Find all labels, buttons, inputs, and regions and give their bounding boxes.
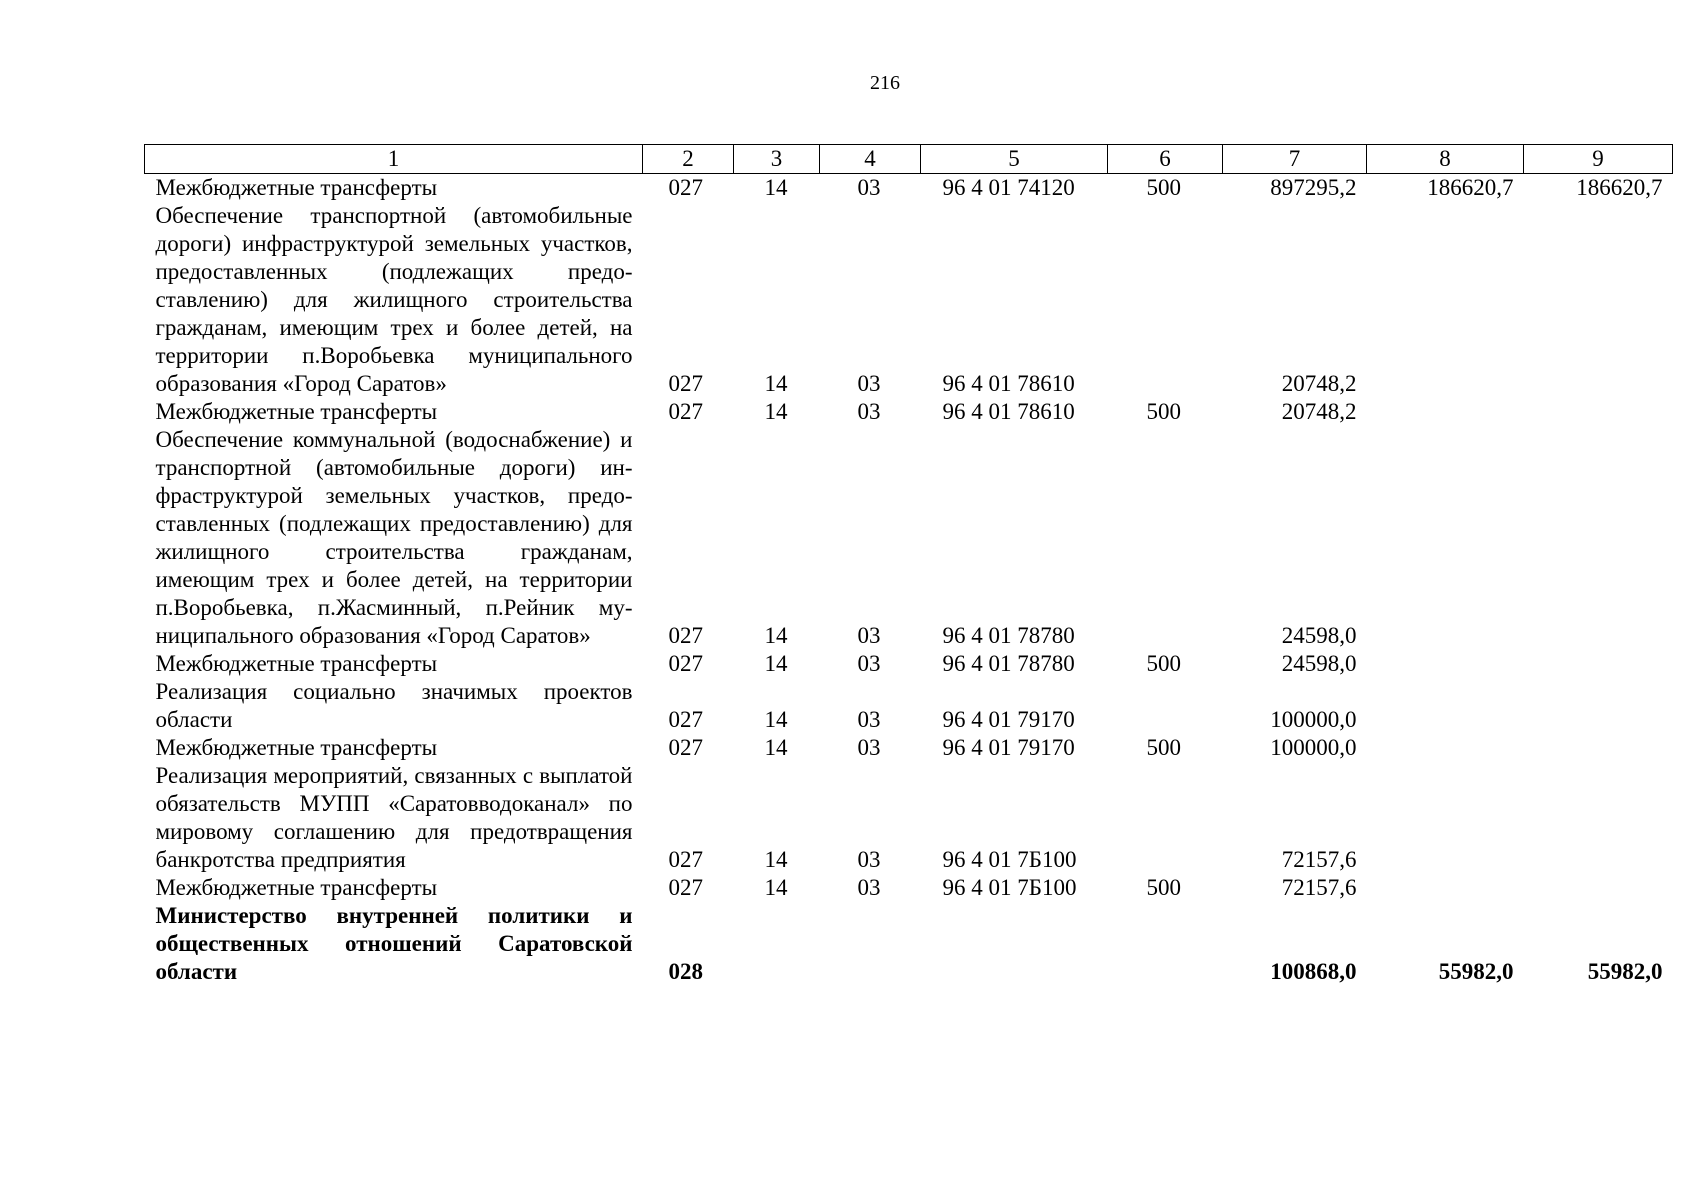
cell-target-article: 96 4 01 74120 xyxy=(942,175,1075,200)
cell-amount-7: 24598,0 xyxy=(1281,651,1357,676)
cell-target-article: 96 4 01 78610 xyxy=(942,399,1075,424)
row-name: Межбюджетные трансферты xyxy=(155,399,438,424)
column-header: 5 xyxy=(921,145,1108,174)
cell-expense-type: 500 xyxy=(1146,399,1181,424)
row-name: Обеспечение транспортной (автомобильные дороги) инфраструктурой земельных участков, предоставленных (подлежащих предоставлению) для жилищного строительства гражданам, имеющим трех и более детей, на территории п.Воробьевка муниципального образования «Город Саратов» xyxy=(155,203,633,396)
column-header: 6 xyxy=(1108,145,1223,174)
cell-expense-type xyxy=(1108,678,1223,734)
column-header: 7 xyxy=(1223,145,1367,174)
row-name: Реализация мероприятий, связанных с выплатой обязательств МУПП «Саратовводоканал» по мировому соглашению для предотвращения банкротства предприятия xyxy=(155,763,633,872)
cell-target-article xyxy=(921,902,1108,986)
cell-target-article: 96 4 01 78610 xyxy=(942,371,1075,396)
cell-amount-8: 55982,0 xyxy=(1438,959,1514,984)
row-name: Межбюджетные трансферты xyxy=(155,735,438,760)
cell-subsection: 03 xyxy=(857,623,881,648)
row-name: Межбюджетные трансферты xyxy=(155,651,438,676)
page-number: 216 xyxy=(870,72,900,94)
cell-amount-7: 20748,2 xyxy=(1281,371,1357,396)
cell-ministry-code: 027 xyxy=(668,399,703,424)
table-row xyxy=(145,678,1673,734)
cell-target-article: 96 4 01 7Б100 xyxy=(942,847,1077,872)
cell-subsection: 03 xyxy=(857,707,881,732)
cell-expense-type xyxy=(1108,902,1223,986)
cell-amount-8 xyxy=(1367,762,1524,874)
cell-amount-8 xyxy=(1367,398,1524,426)
cell-amount-9 xyxy=(1524,762,1673,874)
cell-ministry-code: 027 xyxy=(668,847,703,872)
budget-table xyxy=(144,144,1673,986)
cell-amount-8 xyxy=(1367,678,1524,734)
cell-amount-8 xyxy=(1367,734,1524,762)
table-row xyxy=(145,174,1673,203)
row-name: Межбюджетные трансферты xyxy=(155,875,438,900)
cell-expense-type xyxy=(1108,762,1223,874)
cell-amount-7: 100000,0 xyxy=(1270,707,1357,732)
cell-expense-type xyxy=(1108,426,1223,650)
cell-target-article: 96 4 01 79170 xyxy=(942,735,1075,760)
table-row xyxy=(145,202,1673,398)
cell-section: 14 xyxy=(764,175,788,200)
cell-expense-type: 500 xyxy=(1146,735,1181,760)
cell-amount-7: 20748,2 xyxy=(1281,399,1357,424)
cell-amount-8 xyxy=(1367,426,1524,650)
cell-amount-8: 186620,7 xyxy=(1427,175,1514,200)
cell-expense-type: 500 xyxy=(1146,651,1181,676)
cell-expense-type: 500 xyxy=(1146,175,1181,200)
table-row xyxy=(145,734,1673,762)
column-header: 1 xyxy=(145,145,643,174)
cell-subsection: 03 xyxy=(857,847,881,872)
cell-section xyxy=(734,902,820,986)
cell-section: 14 xyxy=(764,875,788,900)
row-name: Реализация социально значимых проектов области xyxy=(155,679,633,732)
cell-subsection: 03 xyxy=(857,371,881,396)
cell-subsection: 03 xyxy=(857,399,881,424)
cell-ministry-code: 028 xyxy=(668,959,703,984)
cell-subsection xyxy=(820,902,921,986)
cell-section: 14 xyxy=(764,371,788,396)
cell-subsection: 03 xyxy=(857,651,881,676)
row-name: Министерство внутренней политики и общественных отношений Саратовской области xyxy=(155,903,633,984)
cell-amount-9 xyxy=(1524,426,1673,650)
cell-amount-8 xyxy=(1367,202,1524,398)
cell-amount-7: 24598,0 xyxy=(1281,623,1357,648)
column-header: 8 xyxy=(1367,145,1524,174)
table-row xyxy=(145,762,1673,874)
cell-target-article: 96 4 01 79170 xyxy=(942,707,1075,732)
cell-ministry-code: 027 xyxy=(668,875,703,900)
cell-amount-8 xyxy=(1367,874,1524,902)
cell-section: 14 xyxy=(764,651,788,676)
table-row xyxy=(145,398,1673,426)
cell-amount-9 xyxy=(1524,734,1673,762)
cell-ministry-code: 027 xyxy=(668,623,703,648)
cell-target-article: 96 4 01 78780 xyxy=(942,651,1075,676)
row-name: Обеспечение коммунальной (водоснабжение) и транспортной (автомобильные дороги) инфраструктурой земельных участков, предоставленных (подлежащих предоставлению) для жилищного строительства гражданам, имеющим трех и более детей, на территории п.Воробьевка, п.Жасминный, п.Рейник муниципального образования «Город Саратов» xyxy=(155,427,633,648)
table-row xyxy=(145,874,1673,902)
table-row-ministry-total xyxy=(145,902,1673,986)
column-header: 3 xyxy=(734,145,820,174)
cell-subsection: 03 xyxy=(857,735,881,760)
cell-amount-7: 100000,0 xyxy=(1270,735,1357,760)
cell-amount-7: 897295,2 xyxy=(1270,175,1357,200)
cell-section: 14 xyxy=(764,735,788,760)
column-header: 4 xyxy=(820,145,921,174)
cell-section: 14 xyxy=(764,847,788,872)
cell-amount-9: 55982,0 xyxy=(1587,959,1663,984)
cell-amount-9 xyxy=(1524,678,1673,734)
cell-section: 14 xyxy=(764,707,788,732)
table-row xyxy=(145,426,1673,650)
cell-amount-7: 72157,6 xyxy=(1281,875,1357,900)
column-header: 2 xyxy=(643,145,734,174)
cell-amount-9 xyxy=(1524,650,1673,678)
cell-subsection: 03 xyxy=(857,875,881,900)
cell-ministry-code: 027 xyxy=(668,651,703,676)
cell-amount-9 xyxy=(1524,398,1673,426)
cell-target-article: 96 4 01 7Б100 xyxy=(942,875,1077,900)
cell-expense-type xyxy=(1108,202,1223,398)
cell-amount-8 xyxy=(1367,650,1524,678)
cell-amount-7: 100868,0 xyxy=(1270,959,1357,984)
cell-amount-9: 186620,7 xyxy=(1576,175,1663,200)
column-header: 9 xyxy=(1524,145,1673,174)
cell-subsection: 03 xyxy=(857,175,881,200)
cell-amount-7: 72157,6 xyxy=(1281,847,1357,872)
table-header-row xyxy=(145,145,1673,174)
cell-expense-type: 500 xyxy=(1146,875,1181,900)
cell-target-article: 96 4 01 78780 xyxy=(942,623,1075,648)
cell-section: 14 xyxy=(764,623,788,648)
cell-ministry-code: 027 xyxy=(668,175,703,200)
table-row xyxy=(145,650,1673,678)
cell-ministry-code: 027 xyxy=(668,735,703,760)
cell-section: 14 xyxy=(764,399,788,424)
row-name: Межбюджетные трансферты xyxy=(155,175,438,200)
cell-amount-9 xyxy=(1524,202,1673,398)
cell-amount-9 xyxy=(1524,874,1673,902)
cell-ministry-code: 027 xyxy=(668,371,703,396)
cell-ministry-code: 027 xyxy=(668,707,703,732)
